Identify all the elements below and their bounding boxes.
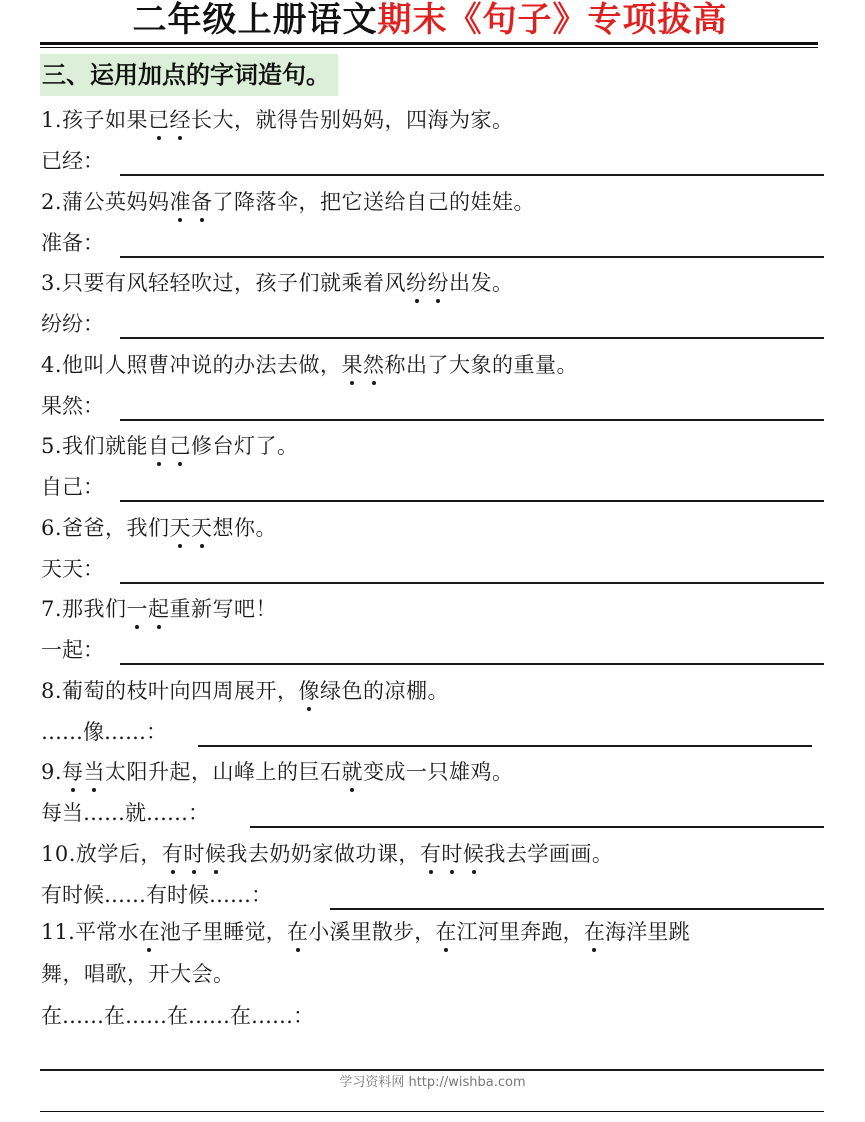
question-10	[41, 840, 613, 868]
sentence-text: 蒲公英妈妈	[62, 189, 170, 214]
sentence-text: 我们就能	[62, 434, 149, 458]
answer-line[interactable]	[250, 826, 824, 828]
question-8	[41, 677, 449, 705]
sentence-text: 只要有风轻轻吹过，孩子们就乘着风	[62, 271, 407, 295]
emphasis-dot-char: 在	[138, 920, 160, 944]
emphasis-dot-char: 纷	[427, 271, 450, 295]
page-title	[40, 0, 820, 44]
answer-line[interactable]	[120, 256, 824, 258]
title-black-part: 二年级上册语文	[132, 0, 378, 40]
footer-watermark: 学习资料网 http://wishba.com	[339, 1075, 526, 1090]
dotted-word	[148, 108, 191, 132]
answer-line[interactable]	[120, 500, 824, 502]
emphasis-dot-char: 自	[148, 434, 170, 458]
emphasis-dot-char: 备	[191, 189, 213, 214]
question-2	[41, 188, 535, 216]
dotted-word	[406, 271, 449, 295]
sentence-text: 重新写吧！	[169, 597, 278, 621]
emphasis-dot-char: 时	[441, 841, 463, 866]
emphasis-dot-char: 已	[148, 108, 170, 132]
emphasis-dot-char: 在	[287, 920, 309, 944]
sentence-text: 海洋里跳	[605, 920, 690, 944]
answer-line[interactable]	[120, 582, 824, 584]
sentence-text: 想你。	[212, 515, 278, 540]
title-red-part: 期末《句子》专项拔高	[377, 0, 728, 40]
question-1	[41, 106, 514, 134]
emphasis-dot-char: 候	[462, 841, 485, 866]
answer-line[interactable]	[120, 419, 824, 421]
question-6	[41, 514, 277, 542]
sentence-text: 绿色的凉棚。	[320, 678, 450, 703]
answer-label: 每当……就……：	[41, 801, 209, 825]
question-number: 4.	[41, 352, 63, 377]
header-rule-thin	[40, 47, 818, 48]
sentence-text: 葡萄的枝叶向四周展开，	[62, 678, 299, 703]
emphasis-dot-char: 己	[169, 434, 192, 458]
dotted-word	[162, 842, 227, 866]
question-number: 2.	[41, 189, 63, 214]
dotted-word	[170, 190, 213, 214]
emphasis-dot-char: 经	[169, 108, 192, 132]
sentence-text: 长大，就得告别妈妈，四海为家。	[191, 108, 514, 132]
question-number: 9.	[41, 760, 63, 784]
emphasis-dot-char: 天	[191, 515, 213, 540]
answer-line[interactable]	[198, 745, 812, 747]
answer-label: 天天：	[41, 556, 104, 581]
dotted-word	[435, 920, 456, 944]
sentence-text: 放学后，	[75, 841, 162, 866]
sentence-text: 他叫人照曹冲说的办法去做，	[62, 352, 342, 377]
answer-label: 已经：	[41, 149, 104, 173]
page-bottom-rule	[40, 1111, 824, 1112]
dotted-word	[139, 920, 160, 944]
dotted-word	[342, 353, 385, 377]
question-number: 6.	[41, 515, 63, 540]
dotted-word	[584, 920, 605, 944]
answer-label: 自己：	[41, 475, 104, 499]
answer-line[interactable]	[120, 663, 824, 665]
question-number: 5.	[41, 434, 63, 458]
emphasis-dot-char: 在	[583, 920, 606, 944]
answer-label: ……像……：	[41, 719, 167, 744]
question-11-line2: 舞，唱歌，开大会。	[41, 962, 235, 986]
emphasis-dot-char: 像	[298, 678, 321, 703]
emphasis-dot-char: 准	[169, 189, 192, 214]
sentence-text: 池子里睡觉，	[159, 920, 288, 944]
answer-line[interactable]	[120, 337, 824, 339]
sentence-text: 小溪里散步，	[308, 920, 436, 944]
sentence-text: 我去奶奶家做功课，	[226, 841, 420, 866]
answer-line[interactable]	[120, 174, 824, 176]
header-rule-thick	[40, 42, 818, 45]
question-number: 3.	[41, 271, 63, 295]
dotted-word	[420, 842, 485, 866]
question-4	[41, 351, 578, 379]
dotted-word	[170, 516, 213, 540]
sentence-text: 修台灯了。	[191, 434, 299, 458]
answer-label: 在……在……在……在……：	[41, 1004, 314, 1028]
dotted-word	[299, 679, 321, 703]
sentence-text: 我去学画画。	[484, 841, 614, 866]
answer-label: 一起：	[41, 638, 104, 662]
emphasis-dot-char: 果	[341, 352, 364, 377]
question-5	[41, 432, 299, 460]
sentence-text: 那我们	[62, 597, 127, 621]
question-number: 10.	[41, 841, 76, 866]
sentence-text: 出发。	[449, 271, 514, 295]
dotted-word	[127, 597, 170, 621]
sentence-text: 爸爸，我们	[62, 515, 170, 540]
question-number: 8.	[41, 678, 63, 703]
section-heading: 三、运用加点的字词造句。	[40, 54, 338, 96]
sentence-text: 江河里奔跑，	[456, 920, 584, 944]
emphasis-dot-char: 当	[83, 760, 106, 784]
emphasis-dot-char: 有	[419, 841, 442, 866]
dotted-word	[342, 760, 364, 784]
dotted-word	[287, 920, 308, 944]
emphasis-dot-char: 候	[204, 841, 227, 866]
sentence-text: 变成一只雄鸡。	[363, 760, 514, 784]
emphasis-dot-char: 在	[435, 920, 457, 944]
answer-label: 准备：	[41, 230, 104, 255]
question-number: 1.	[41, 108, 63, 132]
answer-label: 果然：	[41, 393, 104, 418]
emphasis-dot-char: 起	[148, 597, 170, 621]
question-3	[41, 269, 514, 297]
sentence-text: 称出了大象的重量。	[384, 352, 579, 377]
emphasis-dot-char: 时	[183, 841, 205, 866]
answer-label: 有时候……有时候……：	[41, 882, 272, 907]
emphasis-dot-char: 天	[169, 515, 192, 540]
answer-label: 纷纷：	[41, 312, 104, 336]
dotted-word	[62, 760, 105, 784]
emphasis-dot-char: 每	[62, 760, 84, 784]
emphasis-dot-char: 纷	[406, 271, 428, 295]
question-9	[41, 758, 514, 786]
question-number: 7.	[41, 597, 63, 621]
sentence-text: 孩子如果	[62, 108, 149, 132]
emphasis-dot-char: 就	[341, 760, 364, 784]
question-11	[41, 918, 690, 946]
emphasis-dot-char: 有	[161, 841, 184, 866]
question-number: 11.	[41, 920, 75, 944]
emphasis-dot-char: 然	[363, 352, 385, 377]
emphasis-dot-char: 一	[126, 597, 149, 621]
dotted-word	[148, 434, 191, 458]
answer-line[interactable]	[330, 908, 824, 910]
sentence-text: 平常水	[75, 920, 139, 944]
sentence-text: 了降落伞，把它送给自己的娃娃。	[212, 189, 536, 214]
sentence-text: 太阳升起，山峰上的巨石	[105, 760, 342, 784]
question-7	[41, 595, 277, 623]
